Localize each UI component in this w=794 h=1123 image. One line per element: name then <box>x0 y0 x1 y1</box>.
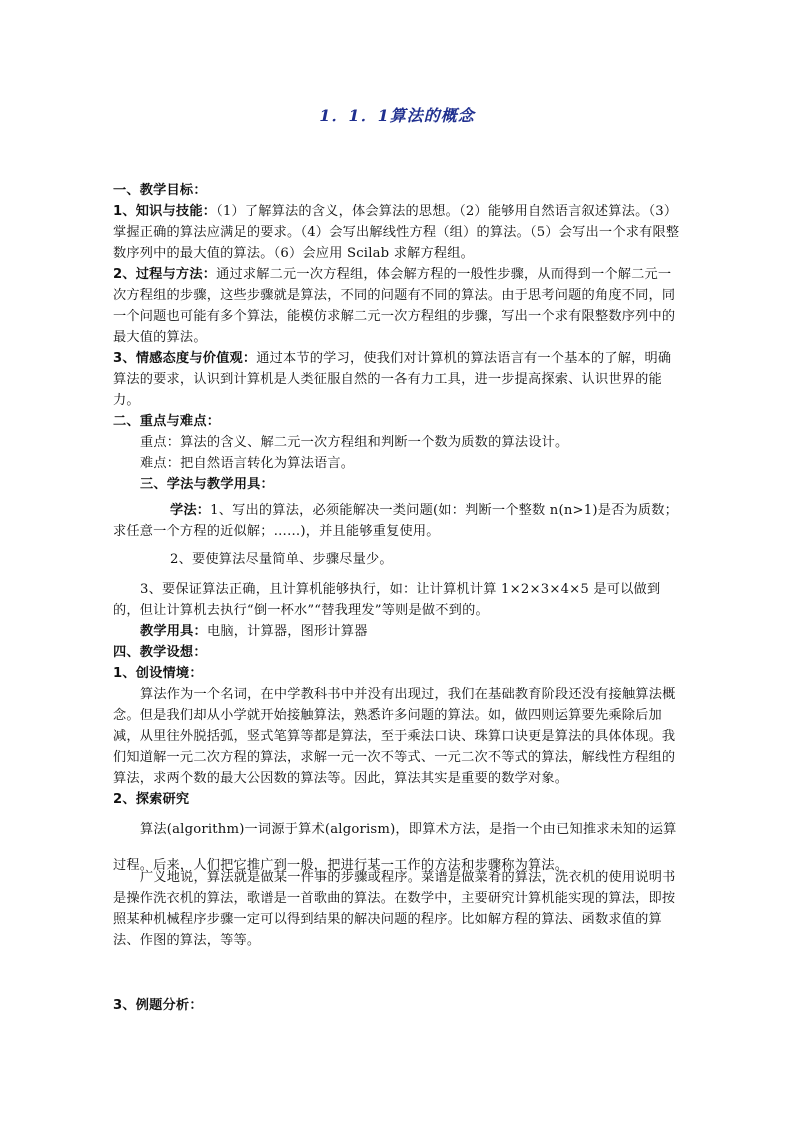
subheading-explore: 2、探索研究 <box>113 792 190 807</box>
label-process: 2、过程与方法： <box>113 267 217 282</box>
section-study-2 <box>113 549 683 570</box>
section-heading-methods: 三、学法与教学用具： <box>140 477 274 492</box>
text-process: 通过求解二元一次方程组，体会解方程的一般性步骤，从而得到一个解二元一次方程组的步骤，这些步骤就是算法，不同的问题有不同的算法。由于思考问题的角度不同，同一个问题也可能有多个算法，能模仿求解二元一次方程组的步骤，写出一个求有限整数序列中的最大值的算法。 <box>113 267 676 345</box>
text-explore-2: 广义地说，算法就是做某一件事的步骤或程序。菜谱是做菜肴的算法，洗衣机的使用说明书是操作洗衣机的算法，歌谱是一首歌曲的算法。在数学中，主要研究计算机能实现的算法，即按照某种机械程序步骤一定可以得到结果的解决问题的程序。比如解方程的算法、函数求值的算法、作图的算法，等等。 <box>113 870 676 948</box>
text-context: 算法作为一个名词，在中学教科书中并没有出现过，我们在基础教育阶段还没有接触算法概念。但是我们却从小学就开始接触算法，熟悉许多问题的算法。如，做四则运算要先乘除后加减，从里往外脱括弧，竖式笔算等都是算法，至于乘法口诀、珠算口诀更是算法的具体体现。我们知道解一元二次方程的算法，求解一元一次不等式、一元二次不等式的算法，解线性方程组的算法，求两个数的最大公因数的算法等。因此，算法其实是重要的数学对象。 <box>113 687 676 786</box>
text-study-3: 3、要保证算法正确，且计算机能够执行，如：让计算机计算 1×2×3×4×5 是可以做到的，但让计算机去执行“倒一杯水”“替我理发”等则是做不到的。 <box>113 582 661 618</box>
label-study: 学法： <box>170 503 211 518</box>
label-attitude: 3、情感态度与价值观： <box>113 351 257 366</box>
paragraph-attitude <box>113 348 683 411</box>
section-explore-p2 <box>113 867 683 951</box>
text-study-1: 1、写出的算法，必须能解决一类问题(如：判断一个整数 n(n>1)是否为质数；求任意一个方程的近似解；……)，并且能够重复使用。 <box>113 503 679 539</box>
paragraph-process <box>113 264 683 348</box>
page-title: 1．1．1算法的概念 <box>319 106 475 125</box>
paragraph-knowledge <box>113 201 683 264</box>
section-heading-keypoints: 二、重点与难点： <box>113 414 221 429</box>
subheading-context: 1、创设情境： <box>113 666 203 681</box>
subheading-examples: 3、例题分析： <box>113 998 203 1013</box>
label-tools: 教学用具： <box>140 624 207 639</box>
section-goals <box>113 180 683 495</box>
section-examples <box>113 995 683 1016</box>
text-knowledge: （1）了解算法的含义，体会算法的思想。（2）能够用自然语言叙述算法。（3）掌握正确的算法应满足的要求。（4）会写出解线性方程（组）的算法。（5）会写出一个求有限整数序列中的最大值的算法。（6）会应用 Scilab 求解方程组。 <box>113 204 680 261</box>
text-tools: 电脑，计算器，图形计算器 <box>206 624 368 639</box>
section-heading-plan: 四、教学设想： <box>113 645 207 660</box>
label-knowledge: 1、知识与技能： <box>113 204 217 219</box>
section-study-3 <box>113 579 683 810</box>
text-study-2: 2、要使算法尽量简单、步骤尽量少。 <box>170 552 393 567</box>
paragraph-tools <box>113 621 683 642</box>
text-difficulty: 难点：把自然语言转化为算法语言。 <box>140 456 355 471</box>
text-key-point: 重点：算法的含义、解二元一次方程组和判断一个数为质数的算法设计。 <box>140 435 569 450</box>
section-study-methods <box>113 500 683 542</box>
text-attitude: 通过本节的学习，使我们对计算机的算法语言有一个基本的了解，明确算法的要求，认识到计算机是人类征服自然的一各有力工具，进一步提高探索、认识世界的能力。 <box>113 351 672 408</box>
text-explore-1: 算法(algorithm)一词源于算术(algorism)，即算术方法，是指一个由已知推求未知的运算过程。后来，人们把它推广到一般，把进行某一工作的方法和步骤称为算法。 <box>113 822 677 873</box>
section-heading-goals: 一、教学目标： <box>113 183 207 198</box>
paragraph-study-1 <box>113 500 683 542</box>
